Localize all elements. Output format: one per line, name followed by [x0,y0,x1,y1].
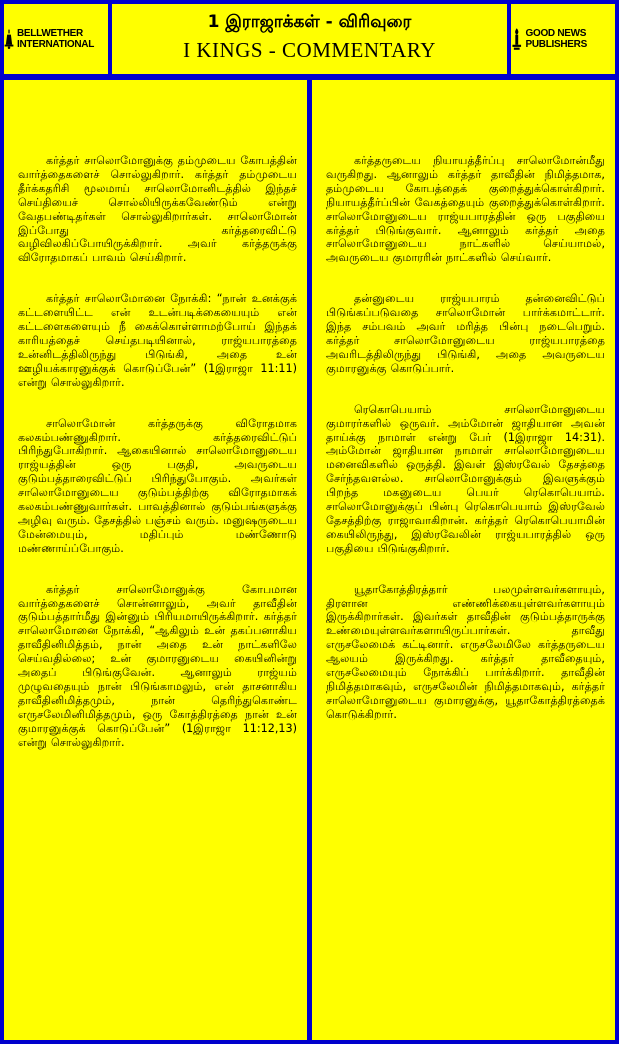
paragraph: கர்த்தர் சாலொமோனுக்கு கோபமான வார்த்தைகளைச் சொன்னாலும், அவர் தாவீதின் குடும்பத்தார்மீது இன்னும் பிரியமாயிருக்கிறார். கர்த்தர் சாலொமோனை நோக்கி, “ஆகிலும் உன் தகப்பனாகிய தாவீதினிமித்தம், நான் அதை உன் நாட்களிலே செய்வதில்லை; உன் குமாரனுடைய கையினின்று அதைப் பிடுங்குவேன். ஆனாலும் ராஜ்யம் முழுவதையும் நான் பிடுங்காமலும், என் தாசனாகிய தாவீதினிமித்தமும், நான் தெரிந்துகொண்ட எருசலேமினிமித்தமும், ஒரு கோத்திரத்தை நான் உன் குமாரனுக்குக் கொடுப்பேன்” (1இராஜா 11:12,13) என்று சொல்லுகிறார். [18,582,297,749]
right-column [312,80,615,1040]
good-news-logo [511,4,615,74]
title-panel [112,4,507,74]
paragraph: கர்த்தர் சாலொமோனை நோக்கி: “நான் உனக்குக் கட்டளையிட்ட என் உடன்படிக்கையையும் என் கட்டளைகளையும் நீ கைக்கொள்ளாமற்போய் இந்தக் காரியத்தைச் செய்தபடியினால், ராஜ்யபாரத்தை உன்னிடத்திலிருந்து பிடுங்கி, அதை உன் ஊழியக்காரனுக்குக் கொடுப்பேன்” (1இராஜா 11:11) என்று சொல்லுகிறார். [18,292,297,389]
paragraph: ரெகொபெயாம் சாலொமோனுடைய குமாரர்களில் ஒருவர். அம்மோன் ஜாதியான அவன் தாய்க்கு நாமாள் என்று பேர் (1இராஜா 14:31). அம்மோன் ஜாதியான நாமாள் சாலொமோனுடைய மனைவிகளில் ஒருத்தி. இவள் இஸ்ரவேல் தேசத்தை சேர்ந்தவளல்ல. சாலொமோனுக்கும் இவளுக்கும் பிறந்த மகனுடைய பெயர் ரெகொபெயாம். சாலொமோனுக்குப் பின்பு ரெகொபெயாம் இஸ்ரவேல் தேசத்திற்கு ராஜாவாகிறான். கர்த்தர் ரெகொபெயாமின் கையிலிருந்து, இஸ்ரவேலின் ராஜ்யபாரத்தில் ஒரு பகுதியை பிடுங்குகிறார். [326,402,605,555]
paragraph: கர்த்தருடைய நியாயத்தீர்ப்பு சாலொமோன்மீது வருகிறது. ஆனாலும் கர்த்தர் தாவீதின் நிமித்தமாக, தம்முடைய கோபத்தைக் குறைத்துக்கொள்கிறார். நியாயத்தீர்ப்பின் வேகத்தையும் குறைத்துக்கொள்கிறார். சாலொமோனுடைய ராஜ்யபாரத்தின் ஒரு பகுதியை கர்த்தர் பிடுங்குவார். ஆனாலும் கர்த்தர் அதை சாலொமோனுடைய நாட்களில் செய்யாமல், அவருடைய குமாரரின் நாட்களில் செய்வார். [326,154,605,265]
left-logo-text: BELLWETHER INTERNATIONAL [17,28,95,50]
page-title-tamil: 1 இராஜாக்கள் - விரிவுரை [207,12,412,32]
paragraph: தன்னுடைய ராஜ்யபாரம் தன்னைவிட்டுப் பிடுங்கப்படுவதை சாலொமோன் பார்க்கமாட்டார். இந்த சம்பவம் அவர் மரித்த பின்பு நடைபெறும். கர்த்தர் சாலொமோனுடைய ராஜ்யபாரத்தை அவரிடத்திலிருந்து பிடுங்கி, அதை அவருடைய குமாரனுக்கு கொடுப்பார். [326,292,605,375]
page-title-english: I KINGS - COMMENTARY [183,38,436,62]
bellwether-logo [4,4,108,74]
header-bar [2,2,617,76]
paragraph: கர்த்தர் சாலொமோனுக்கு தம்முடைய கோபத்தின் வார்த்தைகளைச் சொல்லுகிறார். கர்த்தர் தம்முடைய தீர்க்கதரிசி மூலமாய் சாலொமோனிடத்தில் இந்தச் செய்தியைச் சொல்லியிருக்கவேண்டும் என்று வேதபண்டிதர்கள் சொல்லுகிறார்கள். சாலொமோன் இப்போது கர்த்தரைவிட்டு வழிவிலகிப்போயிருக்கிறார். அவர் கர்த்தருக்கு விரோதமாகப் பாவம் செய்கிறார். [18,154,297,265]
right-logo-text: GOOD NEWS PUBLISHERS [525,28,587,50]
paragraph: சாலொமோன் கர்த்தருக்கு விரோதமாக கலகம்பண்ணுகிறார். கர்த்தரைவிட்டுப் பிரிந்துபோகிறார். ஆகையினால் சாலொமோனுடைய ராஜ்யத்தின் ஒரு பகுதி, அவருடைய குடும்பத்தாரைவிட்டுப் பிரிந்துபோகும். அவர்கள் சாலொமோனுடைய குடும்பத்திற்கு விரோதமாகக் கலகம்பண்ணுவார்கள். பாவத்தினால் குடும்பங்களுக்கு அழிவு வரும். தேசத்தில் பஞ்சம் வரும். மனுஷருடைய மேன்மையும், மதிப்பும் மண்ணோடு மண்ணாய்ப்போகும். [18,416,297,555]
paragraph: யூதாகோத்திரத்தார் பலமுள்ளவர்களாயும், திரளான எண்ணிக்கையுள்ளவர்களாயும் இருக்கிறார்கள். இவர்கள் தாவீதின் குடும்பத்தாருக்கு உண்மையுள்ளவர்களாயிருப்பார்கள். தாவீது எருசலேமைக் கட்டினார். எருசலேமிலே கர்த்தருடைய ஆலயம் இருக்கிறது. கர்த்தர் தாவீதையும், எருசலேமையும் நோக்கிப் பார்க்கிறார். தாவீதின் நிமித்தமாகவும், எருசலேமின் நிமித்தமாகவும், கர்த்தர் சாலொமோனுடைய குமாரனுக்கு, யூதாகோத்திரத்தைக் கொடுக்கிறார். [326,582,605,721]
left-column [4,80,307,1040]
bell-icon [4,22,14,56]
lamp-icon [511,22,523,56]
